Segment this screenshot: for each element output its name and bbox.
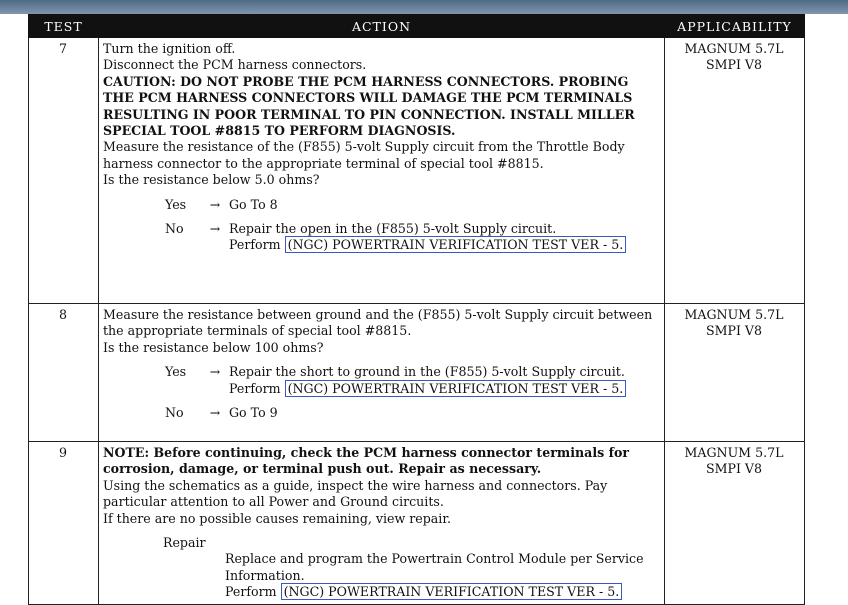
step-text: Turn the ignition off. [103,41,236,56]
header-applicability: APPLICABILITY [665,15,805,38]
repair-body: Replace and program the Powertrain Control Module per Service Information. Perform (NGC) POWERTRAIN VERIFICATION TEST VER - 5. [225,551,644,600]
yes-choice: Yes → Go To 8 [165,196,278,212]
question-text: Is the resistance below 5.0 ohms? [103,172,320,188]
note-text: NOTE: Before continuing, check the PCM harness connector terminals for corrosion, damage, or terminal push out. Repair as necessary. [103,445,630,477]
action-cell [99,38,665,304]
test-number: 9 [29,442,99,605]
table-header-row [29,15,805,38]
arrow-icon: → [209,405,221,421]
step-text: If there are no possible causes remaining, view repair. [103,510,451,526]
yes-choice: Yes → Repair the short to ground in the (F855) 5-volt Supply circuit. Perform (NGC) POWERTRAIN VERIFICATION TEST VER - 5. [165,364,625,396]
action-cell [99,304,665,442]
measure-text: Measure the resistance between ground and the (F855) 5-volt Supply circuit between the appropriate terminals of special tool #8815. [103,307,653,339]
question-text: Is the resistance below 100 ohms? [103,339,324,355]
verification-test-link[interactable]: (NGC) POWERTRAIN VERIFICATION TEST VER - 5. [281,583,623,600]
header-action: ACTION [99,15,665,38]
applicability-cell: MAGNUM 5.7L SMPI V8 [665,304,805,442]
test-number: 8 [29,304,99,442]
applicability-cell: MAGNUM 5.7L SMPI V8 [665,442,805,605]
table-row [29,442,805,605]
diagnostic-test-table [28,14,805,605]
table-row [29,304,805,442]
step-text: Disconnect the PCM harness connectors. [103,57,367,73]
repair-label: Repair [163,535,206,551]
no-choice: No → Repair the open in the (F855) 5-volt Supply circuit. Perform (NGC) POWERTRAIN VERIFICATION TEST VER - 5. [165,221,659,254]
window-top-bar [0,0,848,14]
arrow-icon: → [209,364,221,380]
verification-test-link[interactable]: (NGC) POWERTRAIN VERIFICATION TEST VER - 5. [285,236,627,253]
action-cell [99,442,665,605]
arrow-icon: → [209,196,221,212]
header-test: TEST [29,15,99,38]
caution-text: CAUTION: DO NOT PROBE THE PCM HARNESS CONNECTORS. PROBING THE PCM HARNESS CONNECTORS WILL DAMAGE THE PCM TERMINALS RESULTING IN POOR TERMINAL TO PIN CONNECTION. INSTALL MILLER SPECIAL TOOL #8815 TO PERFORM DIAGNOSIS. [103,73,635,139]
measure-text: Measure the resistance of the (F855) 5-volt Supply circuit from the Throttle Body harness connector to the appropriate terminal of special tool #8815. [103,139,625,171]
arrow-icon: → [209,221,221,237]
verification-test-link[interactable]: (NGC) POWERTRAIN VERIFICATION TEST VER - 5. [285,380,627,397]
no-choice: No → Go To 9 [165,405,278,421]
test-number: 7 [29,38,99,304]
applicability-cell: MAGNUM 5.7L SMPI V8 [665,38,805,304]
step-text: Using the schematics as a guide, inspect the wire harness and connectors. Pay particular attention to all Power and Ground circuits. [103,477,608,510]
table-row [29,38,805,304]
